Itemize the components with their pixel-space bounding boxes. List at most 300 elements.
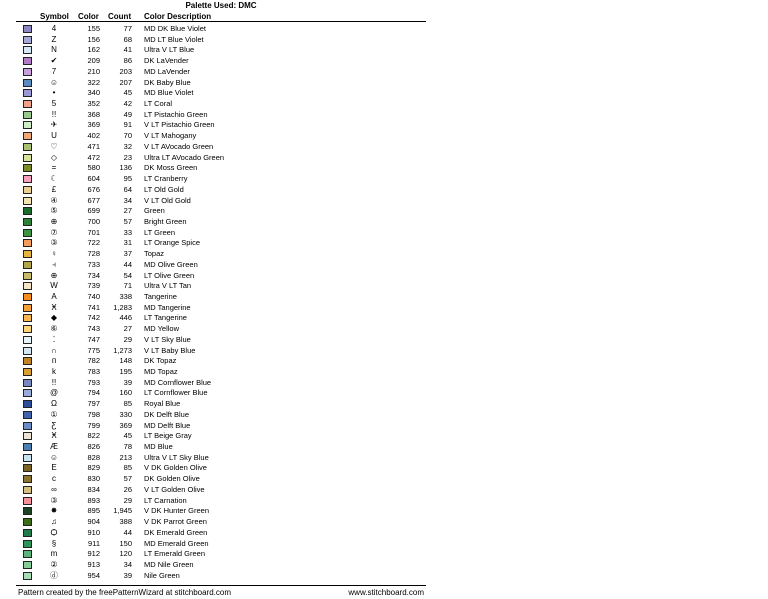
table-row: [16, 506, 426, 517]
count-cell: 207: [119, 77, 132, 87]
footer-divider: [16, 585, 426, 586]
color-code-cell: 747: [87, 334, 100, 344]
table-row: [16, 56, 426, 67]
color-swatch: [23, 497, 32, 505]
color-code-cell: 740: [87, 291, 100, 301]
color-code-cell: 156: [87, 34, 100, 44]
description-cell: LT Emerald Green: [144, 549, 205, 559]
symbol-cell: Ӿ: [51, 302, 57, 312]
color-swatch: [23, 368, 32, 376]
color-swatch: [23, 304, 32, 312]
table-row: [16, 303, 426, 314]
description-cell: MD Topaz: [144, 367, 178, 376]
table-row: [16, 346, 426, 357]
table-row: [16, 249, 426, 260]
color-swatch: [23, 46, 32, 54]
color-code-cell: 829: [87, 463, 100, 473]
table-row: [16, 153, 426, 164]
symbol-cell: !!: [51, 377, 57, 387]
symbol-cell: !!: [51, 109, 57, 119]
count-cell: 34: [123, 559, 132, 569]
color-swatch: [23, 550, 32, 558]
color-code-cell: 822: [87, 431, 100, 441]
symbol-cell: ④: [50, 195, 58, 205]
count-cell: 150: [119, 538, 132, 548]
color-swatch: [23, 218, 32, 226]
description-cell: MD Yellow: [144, 324, 180, 334]
symbol-cell: ◆: [50, 313, 58, 323]
description-cell: LT Pistachio Green: [144, 109, 208, 119]
color-code-cell: 895: [87, 506, 100, 516]
color-swatch: [23, 336, 32, 344]
count-cell: 23: [123, 152, 132, 162]
color-code-cell: 739: [87, 281, 100, 291]
color-swatch: [23, 486, 32, 494]
symbol-cell: Ƹ: [51, 420, 57, 430]
color-swatch: [23, 314, 32, 322]
color-swatch: [23, 357, 32, 365]
description-cell: LT Beige Gray: [144, 431, 192, 441]
color-code-cell: 580: [87, 163, 100, 173]
symbol-cell: ③: [50, 238, 58, 248]
color-swatch: [23, 282, 32, 290]
table-row: [16, 185, 426, 196]
color-code-cell: 369: [87, 120, 100, 130]
table-row: [16, 539, 426, 550]
description-cell: DK LaVender: [144, 56, 189, 66]
count-cell: 31: [123, 238, 132, 248]
count-cell: 27: [123, 206, 132, 216]
symbol-cell: ⑤: [50, 206, 58, 216]
color-swatch: [23, 164, 32, 172]
symbol-cell: ①: [50, 409, 58, 419]
color-swatch: [23, 207, 32, 215]
symbol-cell: ⫞: [52, 259, 56, 269]
symbol-cell: Z: [51, 34, 57, 44]
header-description: Color Description: [144, 12, 212, 21]
table-row: [16, 35, 426, 46]
table-row: [16, 463, 426, 474]
description-cell: V LT Old Gold: [144, 195, 191, 205]
color-code-cell: 904: [87, 517, 100, 527]
color-code-cell: 797: [87, 399, 100, 409]
table-row: [16, 324, 426, 335]
description-cell: MD Tangerine: [144, 302, 191, 312]
count-cell: 203: [119, 66, 132, 76]
symbol-cell: ⑦: [50, 227, 58, 237]
symbol-cell: Ω: [51, 399, 57, 409]
color-code-cell: 893: [87, 495, 100, 505]
symbol-cell: ♫: [51, 517, 57, 527]
color-code-cell: 340: [87, 88, 100, 98]
table-row: [16, 110, 426, 121]
color-code-cell: 834: [87, 484, 100, 494]
symbol-cell: 4: [51, 24, 57, 33]
color-code-cell: 783: [87, 367, 100, 376]
color-code-cell: 830: [87, 474, 100, 484]
color-code-cell: 472: [87, 152, 100, 162]
description-cell: Royal Blue: [144, 399, 181, 409]
count-cell: 41: [123, 45, 132, 55]
description-cell: MD Nile Green: [144, 559, 194, 569]
header-divider: [16, 21, 426, 22]
description-cell: V LT AVocado Green: [144, 141, 214, 151]
color-swatch: [23, 229, 32, 237]
table-row: [16, 517, 426, 528]
color-swatch: [23, 154, 32, 162]
description-cell: MD DK Blue Violet: [144, 24, 206, 33]
color-code-cell: 700: [87, 216, 100, 226]
table-row: [16, 485, 426, 496]
symbol-cell: ⓓ: [50, 570, 58, 580]
color-swatch: [23, 411, 32, 419]
symbol-cell: Ѻ: [50, 527, 58, 537]
color-swatch: [23, 379, 32, 387]
color-code-cell: 604: [87, 174, 100, 184]
table-row: [16, 571, 426, 582]
table-row: [16, 163, 426, 174]
count-cell: 160: [119, 388, 132, 398]
table-row: [16, 367, 426, 378]
table-row: [16, 313, 426, 324]
color-code-cell: 722: [87, 238, 100, 248]
table-row: [16, 378, 426, 389]
description-cell: V LT Sky Blue: [144, 334, 191, 344]
color-code-cell: 352: [87, 99, 100, 109]
count-cell: 44: [123, 259, 132, 269]
color-code-cell: 699: [87, 206, 100, 216]
symbol-cell: ☺: [49, 77, 59, 87]
description-cell: Nile Green: [144, 570, 180, 580]
count-cell: 68: [123, 34, 132, 44]
color-swatch: [23, 272, 32, 280]
color-code-cell: 210: [87, 66, 100, 76]
description-cell: LT Old Gold: [144, 184, 184, 194]
symbol-cell: @: [49, 388, 59, 398]
table-row: [16, 442, 426, 453]
count-cell: 39: [123, 570, 132, 580]
description-cell: LT Cornflower Blue: [144, 388, 208, 398]
table-row: [16, 67, 426, 78]
color-swatch: [23, 432, 32, 440]
symbol-cell: ☾: [50, 174, 58, 184]
count-cell: 1,283: [113, 302, 132, 312]
table-row: [16, 120, 426, 131]
count-cell: 70: [123, 131, 132, 141]
table-row: [16, 281, 426, 292]
color-code-cell: 798: [87, 409, 100, 419]
color-code-cell: 743: [87, 324, 100, 334]
color-code-cell: 910: [87, 527, 100, 537]
count-cell: 39: [123, 377, 132, 387]
count-cell: 330: [119, 409, 132, 419]
color-code-cell: 794: [87, 388, 100, 398]
count-cell: 34: [123, 195, 132, 205]
symbol-cell: E: [51, 463, 57, 473]
count-cell: 45: [123, 88, 132, 98]
symbol-cell: ♀: [51, 249, 57, 259]
color-code-cell: 782: [87, 356, 100, 366]
count-cell: 26: [123, 484, 132, 494]
color-swatch: [23, 79, 32, 87]
color-code-cell: 911: [88, 538, 100, 548]
symbol-cell: ◇: [50, 152, 58, 162]
table-row: [16, 217, 426, 228]
symbol-cell: ⑥: [50, 324, 58, 334]
symbol-cell: =: [51, 163, 57, 173]
description-cell: LT Cranberry: [144, 174, 188, 184]
description-cell: MD Blue Violet: [144, 88, 194, 98]
color-code-cell: 402: [87, 131, 100, 141]
description-cell: DK Delft Blue: [144, 409, 190, 419]
palette-title: Palette Used: DMC: [185, 1, 257, 10]
description-cell: MD Delft Blue: [144, 420, 191, 430]
color-code-cell: 701: [87, 227, 100, 237]
count-cell: 369: [119, 420, 132, 430]
table-row: [16, 560, 426, 571]
description-cell: Ultra LT AVocado Green: [144, 152, 225, 162]
color-swatch: [23, 389, 32, 397]
color-swatch: [23, 443, 32, 451]
symbol-cell: ✈: [50, 120, 58, 130]
description-cell: Topaz: [144, 249, 165, 259]
count-cell: 213: [119, 452, 132, 462]
symbol-cell: W: [50, 281, 58, 291]
symbol-cell: 5: [51, 99, 57, 109]
color-swatch: [23, 132, 32, 140]
count-cell: 388: [119, 517, 132, 527]
color-code-cell: 741: [87, 302, 100, 312]
count-cell: 64: [123, 184, 132, 194]
table-row: [16, 45, 426, 56]
description-cell: Ultra V LT Blue: [144, 45, 195, 55]
table-row: [16, 24, 426, 35]
symbol-cell: ③: [50, 495, 58, 505]
color-swatch: [23, 25, 32, 33]
color-swatch: [23, 561, 32, 569]
table-row: [16, 399, 426, 410]
color-swatch: [23, 475, 32, 483]
count-cell: 78: [123, 442, 132, 452]
table-row: [16, 549, 426, 560]
count-cell: 57: [123, 474, 132, 484]
table-row: [16, 431, 426, 442]
description-cell: V DK Hunter Green: [144, 506, 210, 516]
count-cell: 136: [119, 163, 132, 173]
description-cell: V DK Parrot Green: [144, 517, 207, 527]
table-row: [16, 474, 426, 485]
color-swatch: [23, 186, 32, 194]
symbol-cell: N: [51, 45, 57, 55]
table-row: [16, 260, 426, 271]
description-cell: Bright Green: [144, 216, 187, 226]
description-cell: DK Moss Green: [144, 163, 198, 173]
description-cell: LT Green: [144, 227, 175, 237]
color-code-cell: 913: [87, 559, 100, 569]
count-cell: 33: [123, 227, 132, 237]
color-swatch: [23, 293, 32, 301]
count-cell: 195: [119, 367, 132, 376]
color-swatch: [23, 89, 32, 97]
count-cell: 54: [123, 270, 132, 280]
symbol-cell: A: [51, 291, 57, 301]
color-code-cell: 471: [87, 141, 100, 151]
table-row: [16, 410, 426, 421]
color-code-cell: 209: [87, 56, 100, 66]
description-cell: LT Carnation: [144, 495, 187, 505]
color-code-cell: 742: [87, 313, 100, 323]
table-row: [16, 496, 426, 507]
symbol-cell: U: [51, 131, 57, 141]
table-row: [16, 292, 426, 303]
description-cell: LT Tangerine: [144, 313, 187, 323]
description-cell: Ultra V LT Sky Blue: [144, 452, 209, 462]
count-cell: 85: [123, 399, 132, 409]
color-swatch: [23, 100, 32, 108]
description-cell: MD Cornflower Blue: [144, 377, 212, 387]
color-swatch: [23, 111, 32, 119]
color-code-cell: 728: [87, 249, 100, 259]
color-code-cell: 368: [87, 109, 100, 119]
color-code-cell: 775: [87, 345, 100, 355]
table-row: [16, 78, 426, 89]
table-row: [16, 238, 426, 249]
color-code-cell: 155: [87, 24, 100, 33]
symbol-cell: •: [52, 88, 56, 98]
color-code-cell: 162: [87, 45, 100, 55]
count-cell: 49: [123, 109, 132, 119]
description-cell: Tangerine: [144, 291, 177, 301]
description-cell: V DK Golden Olive: [144, 463, 207, 473]
color-swatch: [23, 68, 32, 76]
symbol-cell: 7: [51, 66, 57, 76]
count-cell: 77: [123, 24, 132, 33]
description-cell: MD LaVender: [144, 66, 190, 76]
symbol-cell: £: [51, 184, 57, 194]
description-cell: DK Emerald Green: [144, 527, 208, 537]
color-swatch: [23, 529, 32, 537]
color-swatch: [23, 57, 32, 65]
color-swatch: [23, 454, 32, 462]
count-cell: 1,945: [113, 506, 132, 516]
color-swatch: [23, 250, 32, 258]
table-row: [16, 196, 426, 207]
count-cell: 29: [123, 495, 132, 505]
table-row: [16, 131, 426, 142]
description-cell: V LT Baby Blue: [144, 345, 196, 355]
color-code-cell: 677: [87, 195, 100, 205]
footer-credit: Pattern created by the freePatternWizard at stitchboard.com: [18, 588, 231, 597]
table-row: [16, 453, 426, 464]
table-row: [16, 99, 426, 110]
color-swatch: [23, 400, 32, 408]
count-cell: 446: [119, 313, 132, 323]
description-cell: DK Golden Olive: [144, 474, 200, 484]
symbol-cell: ②: [50, 559, 58, 569]
description-cell: Ultra V LT Tan: [144, 281, 192, 291]
count-cell: 120: [119, 549, 132, 559]
symbol-cell: ♡: [50, 141, 58, 151]
description-cell: LT Coral: [144, 99, 173, 109]
description-cell: LT Olive Green: [144, 270, 195, 280]
symbol-cell: m: [50, 549, 58, 559]
color-swatch: [23, 464, 32, 472]
symbol-cell: ✸: [50, 506, 58, 516]
symbol-cell: ☺: [49, 452, 59, 462]
header-count: Count: [108, 12, 132, 21]
table-row: [16, 174, 426, 185]
color-swatch: [23, 121, 32, 129]
description-cell: V LT Mahogany: [144, 131, 197, 141]
description-cell: MD Blue: [144, 442, 173, 452]
color-swatch: [23, 239, 32, 247]
table-row: [16, 388, 426, 399]
color-code-cell: 733: [87, 259, 100, 269]
color-code-cell: 954: [87, 570, 100, 580]
symbol-cell: ⊕: [50, 270, 58, 280]
color-swatch: [23, 325, 32, 333]
header-symbol: Symbol: [40, 12, 69, 21]
color-swatch: [23, 36, 32, 44]
color-swatch: [23, 175, 32, 183]
symbol-cell: k: [52, 367, 56, 376]
description-cell: MD Emerald Green: [144, 538, 209, 548]
color-swatch: [23, 518, 32, 526]
description-cell: Green: [144, 206, 165, 216]
description-cell: MD LT Blue Violet: [144, 34, 204, 44]
table-row: [16, 228, 426, 239]
footer-site: www.stitchboard.com: [348, 588, 424, 597]
color-code-cell: 793: [87, 377, 100, 387]
color-swatch: [23, 261, 32, 269]
description-cell: LT Orange Spice: [144, 238, 201, 248]
color-swatch: [23, 347, 32, 355]
count-cell: 85: [123, 463, 132, 473]
symbol-cell: Æ: [50, 442, 58, 452]
table-row: [16, 421, 426, 432]
count-cell: 86: [123, 56, 132, 66]
description-cell: DK Baby Blue: [144, 77, 191, 87]
count-cell: 27: [123, 324, 132, 334]
count-cell: 32: [123, 141, 132, 151]
table-row: [16, 142, 426, 153]
rows-container: [16, 24, 426, 581]
header-color: Color: [78, 12, 99, 21]
description-cell: V LT Golden Olive: [144, 484, 205, 494]
count-cell: 57: [123, 216, 132, 226]
count-cell: 1,273: [113, 345, 132, 355]
count-cell: 148: [119, 356, 132, 366]
count-cell: 338: [119, 291, 132, 301]
symbol-cell: ✔: [50, 56, 58, 66]
symbol-cell: ⊕: [50, 216, 58, 226]
color-code-cell: 734: [87, 270, 100, 280]
color-swatch: [23, 143, 32, 151]
table-row: [16, 271, 426, 282]
color-code-cell: 676: [87, 184, 100, 194]
description-cell: DK Topaz: [144, 356, 177, 366]
color-swatch: [23, 507, 32, 515]
color-code-cell: 826: [87, 442, 100, 452]
table-row: [16, 88, 426, 99]
table-row: [16, 356, 426, 367]
table-row: [16, 206, 426, 217]
color-swatch: [23, 540, 32, 548]
table-row: [16, 335, 426, 346]
count-cell: 29: [123, 334, 132, 344]
symbol-cell: ∞: [51, 484, 57, 494]
symbol-cell: Ӿ: [51, 431, 57, 441]
